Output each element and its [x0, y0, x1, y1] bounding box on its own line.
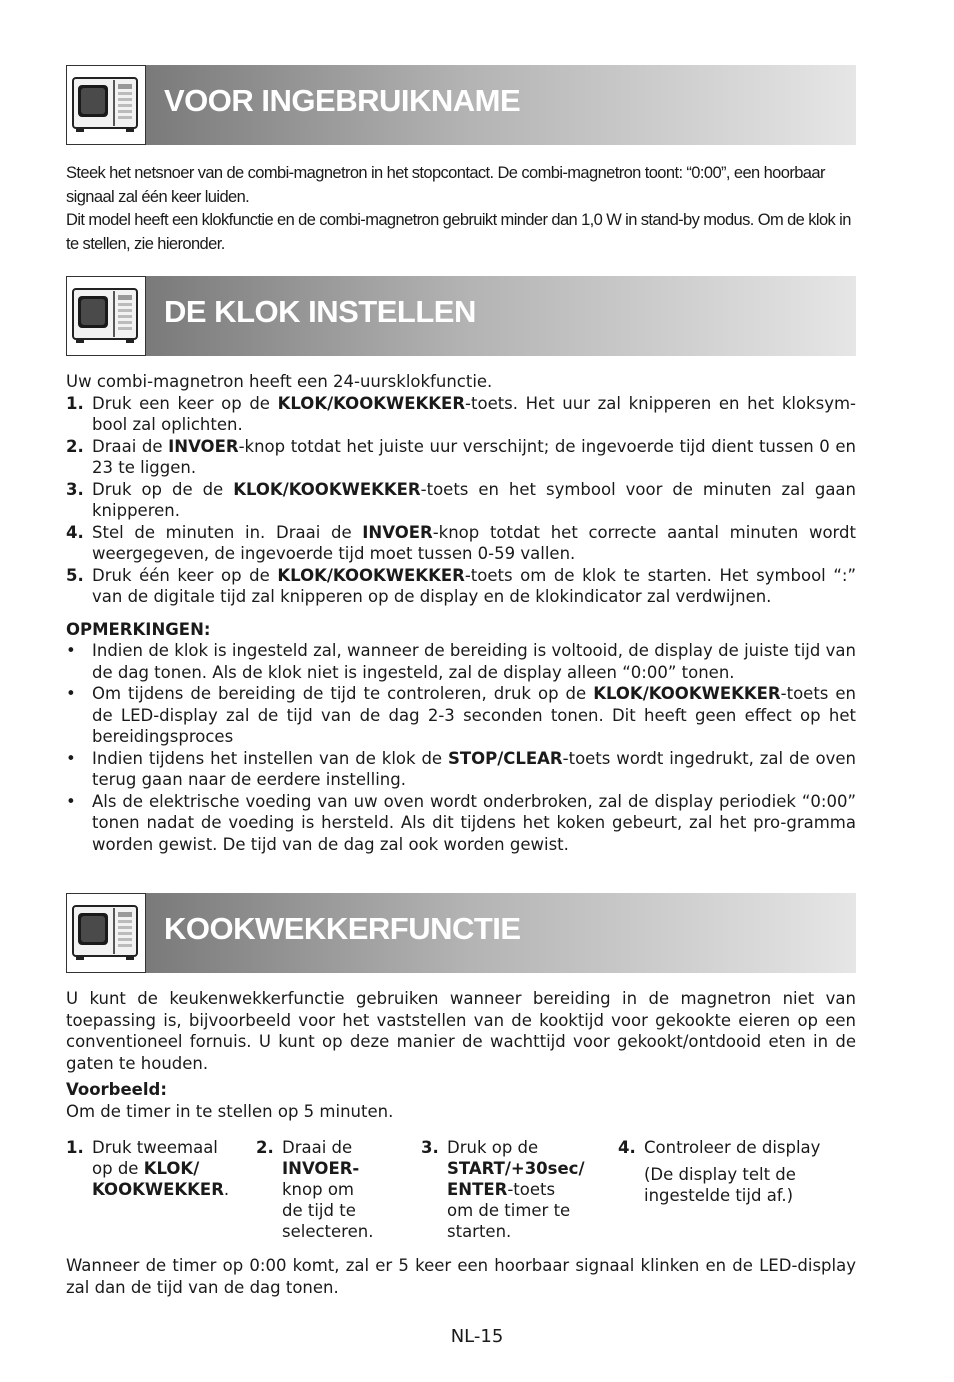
- timer-steps: [66, 1137, 856, 1247]
- microwave-icon: [72, 904, 140, 962]
- section-title: KOOKWEKKERFUNCTIE: [164, 911, 521, 946]
- microwave-icon: [72, 287, 140, 345]
- timer-lead: U kunt de keukenwekkerfunctie gebruiken wanneer bereiding in de magnetron niet van toepassing is, bijvoorbeeld voor het vaststellen van de kooktijd voor gekookte eieren op een conventioneel fornuis. U kunt op deze manier de wachttijd voor gekookt/ontdooid eten in de gaten te houden.: [66, 989, 856, 1073]
- step-text: knop om: [282, 1180, 354, 1199]
- section-title-band: [146, 276, 856, 356]
- step-text: Draai de: [282, 1138, 353, 1157]
- section-title: DE KLOK INSTELLEN: [164, 294, 476, 329]
- step-number: 3.: [421, 1138, 439, 1157]
- list-item: [66, 791, 856, 856]
- step-keyword: INVOER-: [282, 1159, 360, 1178]
- step-text: -toets. Het uur zal knipperen en het kloksym-bool zal oplichten.: [92, 393, 856, 434]
- step-number: 5.: [66, 565, 84, 585]
- timer-section: [66, 988, 856, 1122]
- step-text: -knop totdat het juiste uur verschijnt; de ingevoerde tijd dient tussen 0 en 23 te liggen.: [92, 436, 856, 477]
- example-text: Om de timer in te stellen op 5 minuten.: [66, 1101, 394, 1121]
- step-text: de tijd te: [282, 1201, 356, 1220]
- notes-heading: OPMERKINGEN:: [66, 619, 211, 639]
- list-item: [66, 565, 856, 608]
- step-keyword: INVOER: [362, 522, 433, 542]
- step-keyword: KLOK/KOOKWEKKER: [277, 393, 466, 413]
- bullet: •: [66, 748, 76, 768]
- list-item: [66, 683, 856, 748]
- section-header-de-klok-instellen: [66, 276, 856, 356]
- page-number: NL-15: [450, 1326, 504, 1347]
- step-keyword: START/+30sec/: [447, 1159, 585, 1178]
- step-text: Druk op de de: [92, 479, 234, 499]
- step-number: 1.: [66, 393, 84, 413]
- microwave-icon-frame: [66, 893, 146, 973]
- note-text: -toets en de LED-display zal de tijd van de dag 2-3 seconden tonen. Dit heeft geen effect op het bereidingsproces: [92, 684, 856, 746]
- step-text: selecteren.: [282, 1222, 374, 1241]
- list-item: [66, 748, 856, 791]
- step-text: op de: [92, 1159, 144, 1178]
- note-text: Als de elektrische voeding van uw oven wordt onderbroken, zal de display periodiek “0:00” tonen nadat de voeding is hersteld. Als dit tijdens het koken gebeurt, zal het pro-gramma worden gewist. De tijd van de dag zal ook worden gewist.: [92, 791, 856, 854]
- notes-list: [66, 640, 856, 855]
- step-number: 2.: [66, 436, 84, 456]
- step-keyword: ENTER: [447, 1180, 508, 1199]
- step-text: -toets om de klok te starten. Het symbool “:” van de digitale tijd zal knipperen op de display en de klokindicator zal verdwijnen.: [92, 565, 856, 606]
- list-item: [66, 393, 856, 436]
- microwave-icon-frame: [66, 276, 146, 356]
- note-keyword: KLOK/KOOKWEKKER: [593, 684, 781, 703]
- section-header-kookwekkerfunctie: [66, 893, 856, 973]
- step-text: .: [223, 1180, 230, 1199]
- step-keyword: KLOK/KOOKWEKKER: [277, 565, 465, 585]
- list-item: [66, 640, 856, 683]
- step-text: Druk tweemaal: [92, 1138, 218, 1157]
- step-number: 4.: [66, 522, 84, 542]
- list-item: [66, 522, 856, 565]
- intro-paragraph: Steek het netsnoer van de combi-magnetron in het stopcontact. De combi-magnetron toont: “0:00”, een hoorbaar signaal zal één keer luiden.: [66, 164, 825, 206]
- section-header-voor-ingebruikname: [66, 65, 856, 145]
- clock-steps: [66, 393, 856, 608]
- clock-section: [66, 371, 856, 855]
- step-text: Draai de: [92, 436, 169, 456]
- step-text: -toets en het symbool voor de minuten zal gaan knipperen.: [92, 479, 856, 520]
- step-text: Druk op de: [447, 1138, 539, 1157]
- step-text: -knop totdat het correcte aantal minuten wordt weergegeven, de ingevoerde tijd moet tussen 0-59 vallen.: [92, 522, 856, 563]
- note-text: Om tijdens de bereiding de tijd te controleren, druk op de: [92, 684, 594, 703]
- closing-text: Wanneer de timer op 0:00 komt, zal er 5 keer een hoorbaar signaal klinken en de LED-display zal dan de tijd van de dag tonen.: [66, 1256, 856, 1297]
- step-text: -toets: [507, 1180, 556, 1199]
- microwave-icon-frame: [66, 65, 146, 145]
- bullet: •: [66, 684, 76, 703]
- step-text: (De display telt de: [644, 1165, 796, 1184]
- note-text: Indien de klok is ingesteld zal, wanneer de bereiding is voltooid, de display de juiste tijd van de dag tonen. Als de klok niet is ingesteld, zal de display alleen “0:00” tonen.: [92, 641, 856, 682]
- step-text: Stel de minuten in. Draai de: [92, 522, 363, 542]
- section-title: VOOR INGEBRUIKNAME: [164, 83, 521, 118]
- step-text: Controleer de display: [644, 1138, 821, 1157]
- step-text: om de timer te: [447, 1201, 571, 1220]
- step-keyword: KLOK/: [143, 1159, 200, 1178]
- example-heading: Voorbeeld:: [66, 1080, 167, 1099]
- list-item: [66, 479, 856, 522]
- step-keyword: INVOER: [168, 436, 239, 456]
- step-number: 2.: [256, 1138, 274, 1157]
- clock-lead: Uw combi-magnetron heeft een 24-uursklokfunctie.: [66, 372, 493, 391]
- section-title-band: [146, 65, 856, 145]
- step-number: 3.: [66, 479, 84, 499]
- step-number: 4.: [618, 1138, 636, 1157]
- step-text: starten.: [447, 1222, 512, 1241]
- timer-closing: [66, 1255, 856, 1298]
- step-text: Druk één keer op de: [92, 565, 278, 585]
- step-text: Druk een keer op de: [92, 393, 278, 413]
- section-title-band: [146, 893, 856, 973]
- bullet: •: [66, 641, 76, 660]
- bullet: •: [66, 791, 76, 811]
- step-text: ingestelde tijd af.): [644, 1186, 794, 1205]
- step-keyword: KOOKWEKKER: [92, 1180, 224, 1199]
- step-number: 1.: [66, 1138, 84, 1157]
- step-keyword: KLOK/KOOKWEKKER: [233, 479, 421, 499]
- intro-paragraph: Dit model heeft een klokfunctie en de combi-magnetron gebruikt minder dan 1,0 W in stand-by modus. Om de klok in te stellen, zie hieronder.: [66, 211, 851, 253]
- note-keyword: STOP/CLEAR: [447, 748, 563, 768]
- note-text: -toets wordt ingedrukt, zal de oven terug gaan naar de eerdere instelling.: [92, 748, 856, 789]
- microwave-icon: [72, 76, 140, 134]
- list-item: [66, 436, 856, 479]
- intro-text: [66, 162, 856, 256]
- note-text: Indien tijdens het instellen van de klok de: [92, 748, 448, 768]
